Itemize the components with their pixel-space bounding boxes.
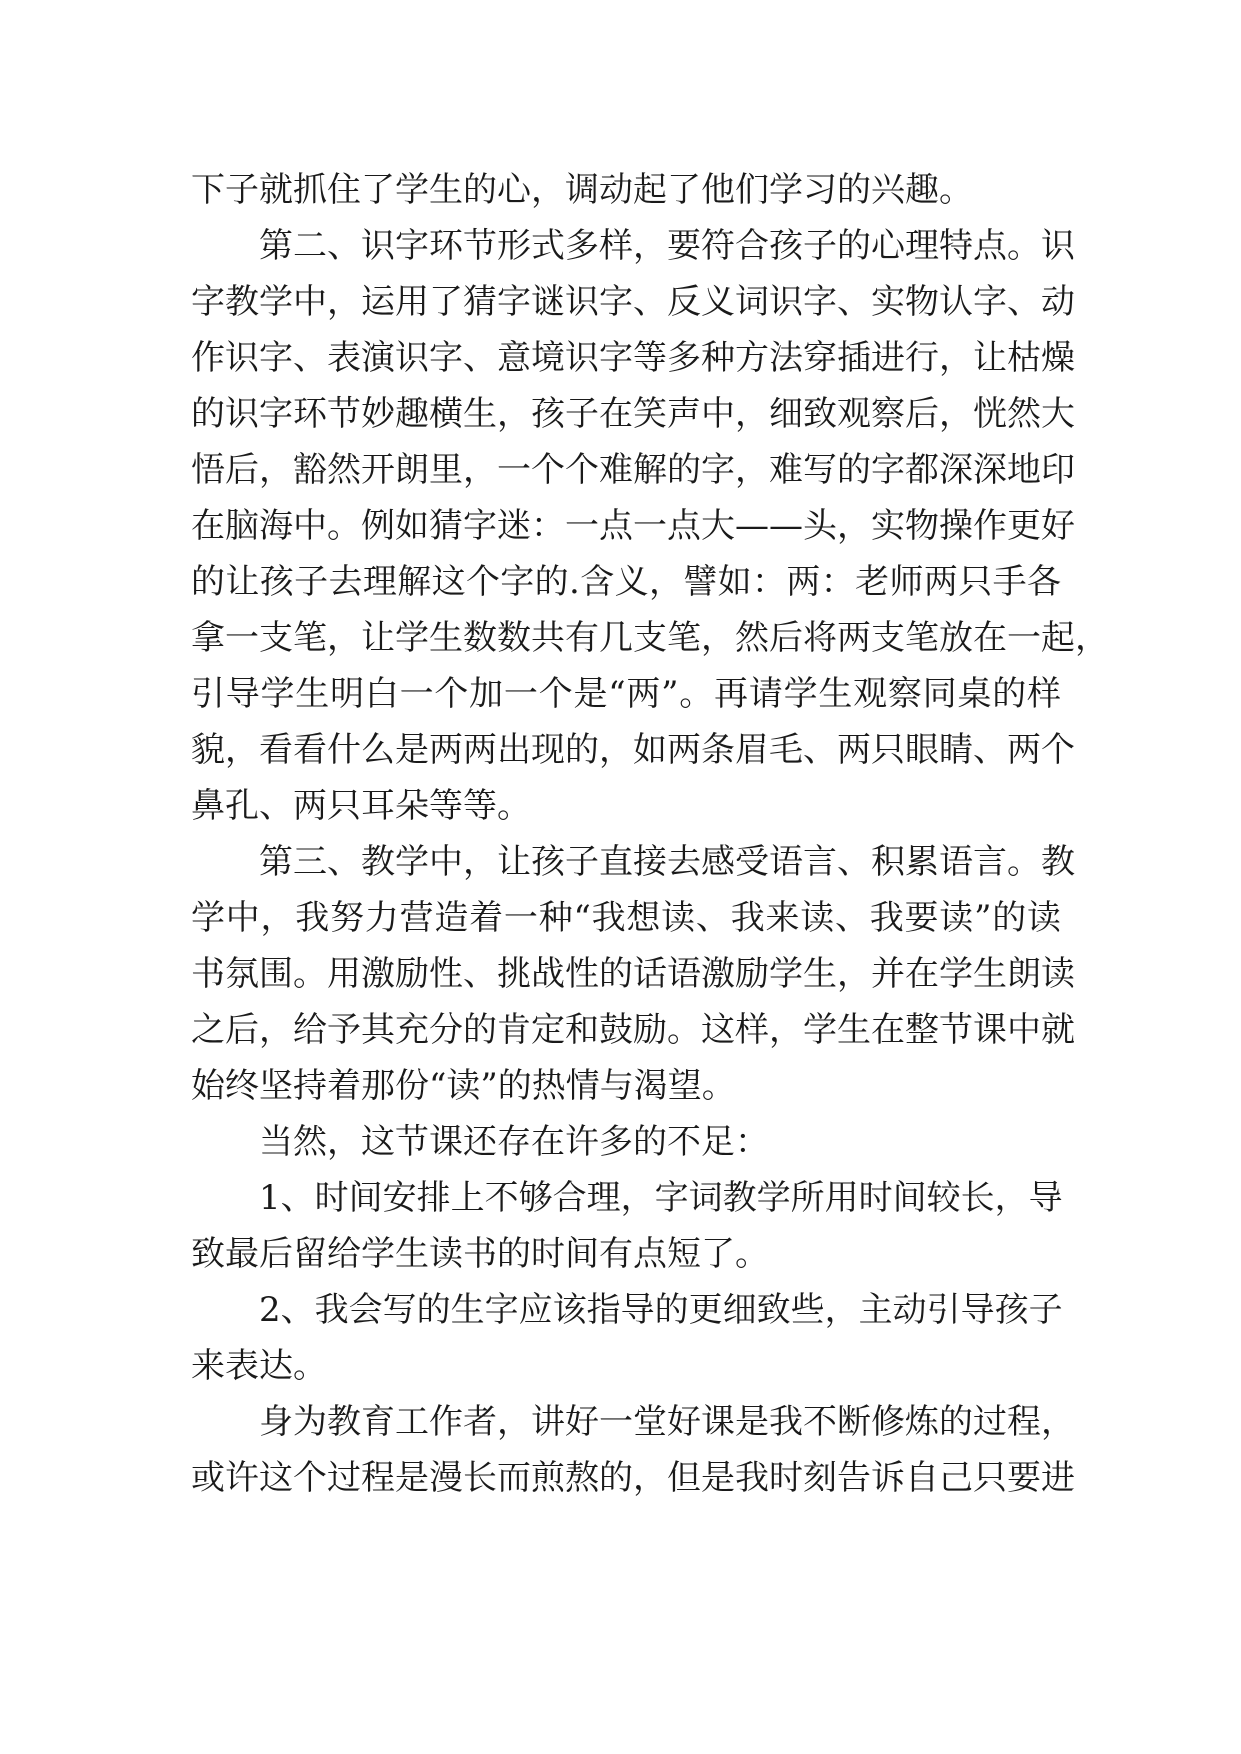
paragraph-first-line: 身为教育工作者，讲好一堂好课是我不断修炼的过程， (259, 1402, 1075, 1442)
text-line: 字教学中，运用了猜字谜识字、反义词识字、实物认字、动 (191, 282, 1075, 322)
text-line: 之后，给予其充分的肯定和鼓励。这样，学生在整节课中就 (191, 1010, 1075, 1050)
text-line: 学中，我努力营造着一种“我想读、我来读、我要读”的读 (191, 898, 1061, 938)
text-line: 引导学生明白一个加一个是“两”。再请学生观察同桌的样 (191, 674, 1061, 714)
text-line: 下子就抓住了学生的心，调动起了他们学习的兴趣。 (191, 170, 973, 210)
text-line: 貌，看看什么是两两出现的，如两条眉毛、两只眼睛、两个 (191, 730, 1075, 770)
text-line: 在脑海中。例如猜字迷：一点一点大——头，实物操作更好 (191, 506, 1075, 546)
text-line: 的识字环节妙趣横生，孩子在笑声中，细致观察后，恍然大 (191, 394, 1075, 434)
paragraph-first-line: 1、时间安排上不够合理，字词教学所用时间较长，导 (259, 1178, 1063, 1218)
text-line: 或许这个过程是漫长而煎熬的，但是我时刻告诉自己只要进 (191, 1458, 1075, 1498)
text-line: 鼻孔、两只耳朵等等。 (191, 786, 531, 826)
text-line: 致最后留给学生读书的时间有点短了。 (191, 1234, 769, 1274)
text-line: 悟后，豁然开朗里，一个个难解的字，难写的字都深深地印 (191, 450, 1075, 490)
paragraph-first-line: 第三、教学中，让孩子直接去感受语言、积累语言。教 (259, 842, 1075, 882)
text-line: 始终坚持着那份“读”的热情与渴望。 (191, 1066, 736, 1106)
text-line: 作识字、表演识字、意境识字等多种方法穿插进行，让枯燥 (191, 338, 1075, 378)
text-line: 来表达。 (191, 1346, 327, 1386)
text-line: 书氛围。用激励性、挑战性的话语激励学生，并在学生朗读 (191, 954, 1075, 994)
text-line: 拿一支笔，让学生数数共有几支笔，然后将两支笔放在一起， (191, 618, 1109, 658)
paragraph-first-line: 第二、识字环节形式多样，要符合孩子的心理特点。识 (259, 226, 1075, 266)
paragraph-first-line: 2、我会写的生字应该指导的更细致些，主动引导孩子 (259, 1290, 1063, 1330)
text-line: 的让孩子去理解这个字的.含义，譬如：两：老师两只手各 (191, 562, 1061, 602)
paragraph-first-line: 当然，这节课还存在许多的不足： (259, 1122, 769, 1162)
